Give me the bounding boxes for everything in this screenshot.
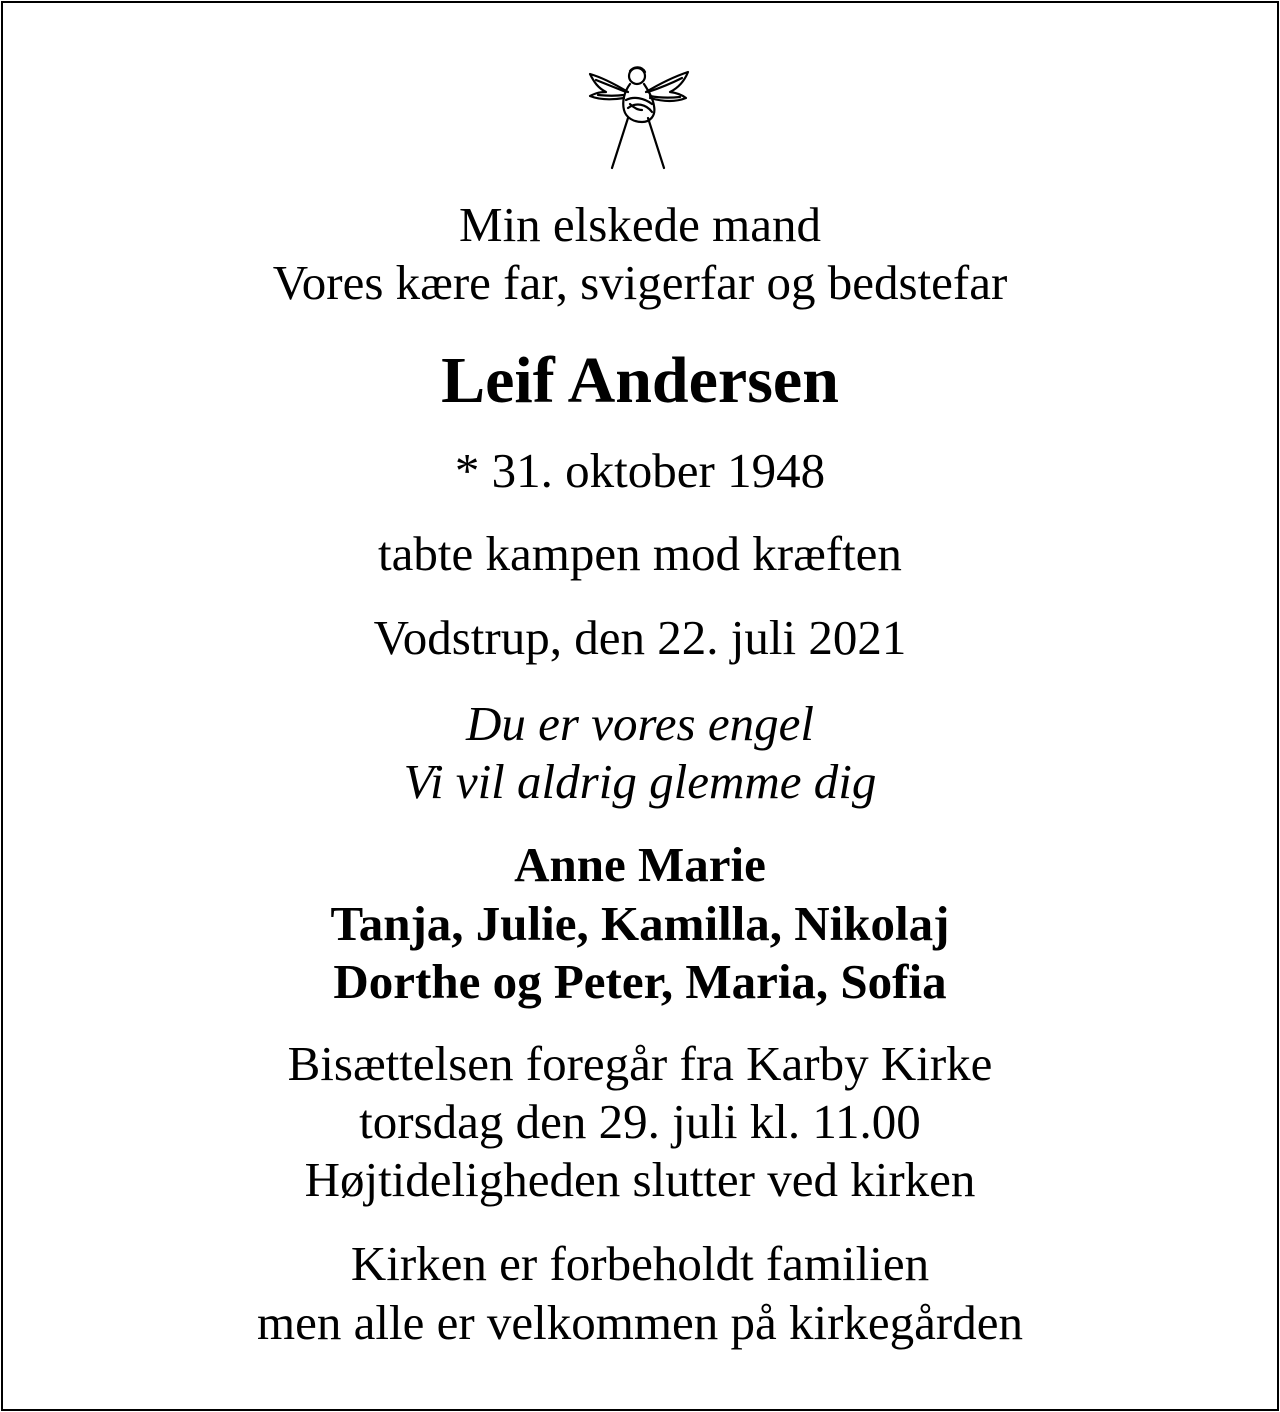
- verse-line-2: Vi vil aldrig glemme dig: [403, 754, 877, 809]
- family-line-1: Anne Marie: [514, 837, 766, 892]
- family-line-3: Dorthe og Peter, Maria, Sofia: [333, 954, 947, 1009]
- intro-line-1: Min elskede mand: [459, 197, 821, 252]
- place-and-date: Vodstrup, den 22. juli 2021: [373, 610, 907, 665]
- intro-line-2: Vores kære far, svigerfar og bedstefar: [272, 255, 1008, 310]
- deceased-name: Leif Andersen: [441, 344, 839, 417]
- funeral-line-3: Højtideligheden slutter ved kirken: [304, 1152, 976, 1207]
- closing-line-1: Kirken er forbeholdt familien: [350, 1236, 930, 1291]
- verse-line-1: Du er vores engel: [466, 696, 814, 751]
- cause-line: tabte kampen mod kræften: [378, 526, 902, 581]
- angel-icon: [584, 62, 694, 172]
- funeral-line-2: torsdag den 29. juli kl. 11.00: [359, 1094, 921, 1149]
- family-line-2: Tanja, Julie, Kamilla, Nikolaj: [330, 896, 950, 951]
- funeral-line-1: Bisættelsen foregår fra Karby Kirke: [287, 1036, 993, 1091]
- closing-line-2: men alle er velkommen på kirkegården: [257, 1295, 1023, 1350]
- birth-date: * 31. oktober 1948: [454, 443, 826, 498]
